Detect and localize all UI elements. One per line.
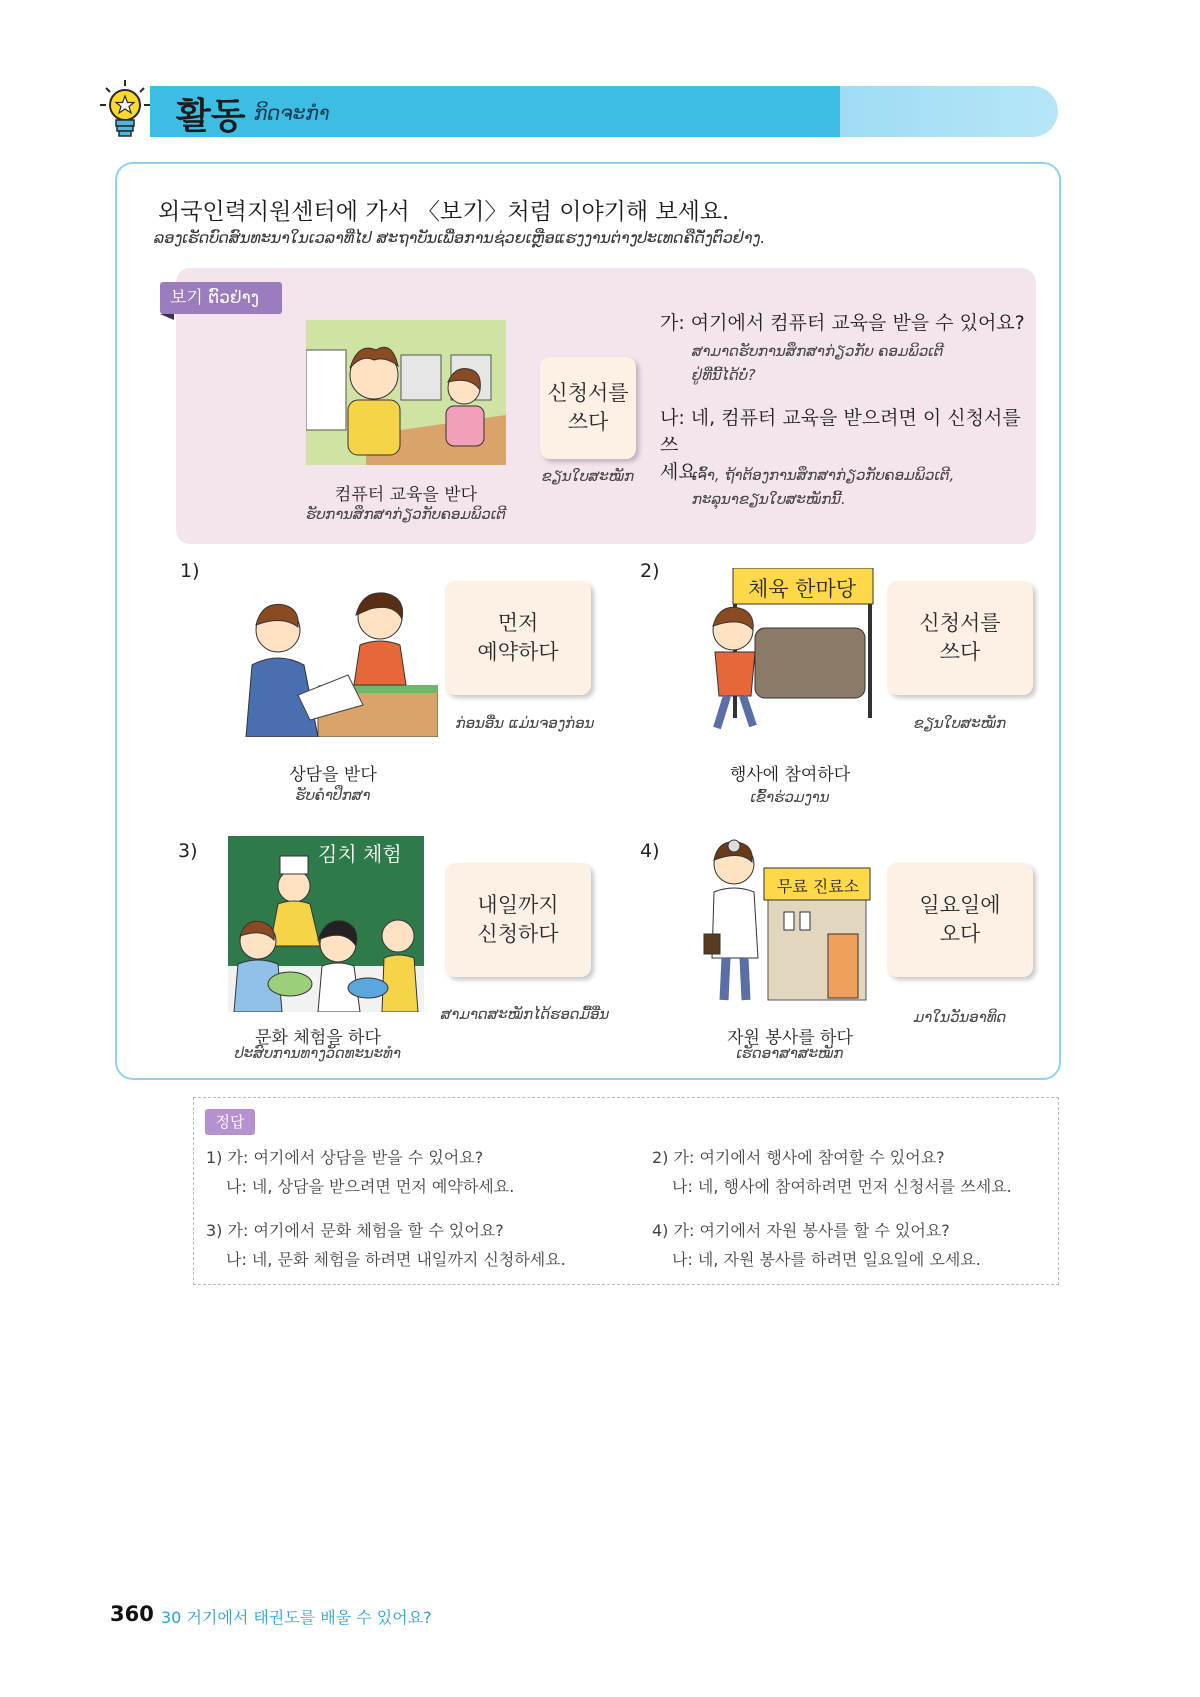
item-1-caption-korean: 상담을 받다 [289,765,377,785]
answer-1-response: 나: 네, 상담을 받으려면 먼저 예약하세요. [226,1177,515,1196]
item-1-caption-lao: ຮັບຄຳປຶກສາ [295,786,371,804]
answer-4-question: 4) 가: 여기에서 자원 봉사를 할 수 있어요? [652,1221,950,1240]
item-2-number: 2) [640,560,660,582]
answer-label: 정답 [205,1109,255,1135]
answer-4-response: 나: 네, 자원 봉사를 하려면 일요일에 오세요. [672,1250,981,1269]
instruction-lao: ລອງເຮັດບົດສົນທະນາໃນເວລາທີ່ໄປ ສະຖາບັນເພື່ອການຊ່ວຍເຫຼືອແຮງງານຕ່າງປະເທດຄືດັ່ງຕົວຢ່າງ. [154,228,766,247]
page-number: 360 [110,1602,154,1626]
activity-title: 활동 [176,96,246,137]
lightbulb-icon [98,78,152,140]
answer-2-response: 나: 네, 행사에 참여하려면 먼저 신청서를 쓰세요. [672,1177,1012,1196]
activity-subtitle: ກິດຈະກຳ [254,101,330,125]
item-3-caption-lao: ປະສົບການທາງວັດທະນະທຳ [234,1044,402,1062]
example-caption-korean: 컴퓨터 교육을 받다 [334,485,478,505]
example-line-a-korean: 가: 여기에서 컴퓨터 교육을 받을 수 있어요? [660,312,1025,334]
answer-4 [652,1216,981,1274]
item-3-board-text: 김치 체험 [318,842,402,866]
item-1-card: 먼저 예약하다 [445,581,591,695]
item-3-caption-korean: 문화 체험을 하다 [255,1028,381,1048]
example-card-lao: ຂຽນໃບສະໝັກ [541,467,635,485]
item-3-number: 3) [178,840,198,862]
item-2-caption-lao: ເຂົ້າຮ່ວມງານ [750,788,830,806]
item-4-caption-korean: 자원 봉사를 하다 [727,1028,853,1048]
example-line-b-korean: 나: 네, 컴퓨터 교육을 받으려면 이 신청서를 쓰 세요. [660,407,1021,483]
answer-2 [652,1143,1012,1201]
answer-1 [206,1143,514,1201]
item-4-card: 일요일에 오다 [887,863,1033,977]
example-label-fold [160,314,174,320]
item-2-card-lao: ຂຽນໃບສະໝັກ [913,714,1007,732]
computer-class-illustration [306,320,506,465]
answer-1-question: 1) 가: 여기에서 상담을 받을 수 있어요? [206,1148,484,1167]
answer-2-question: 2) 가: 여기에서 행사에 참여할 수 있어요? [652,1148,945,1167]
item-2-banner-text: 체육 한마당 [747,577,857,601]
answer-3 [206,1216,566,1274]
item-4-number: 4) [640,840,660,862]
item-1-number: 1) [180,560,200,582]
item-1-card-lao: ກ່ອນອື່ນ ແມ່ນຈອງກ່ອນ [455,714,595,732]
example-label: 보기 ຕົວຢ່າງ [160,282,282,314]
answer-3-response: 나: 네, 문화 체험을 하려면 내일까지 신청하세요. [226,1250,566,1269]
chapter-title: 30 거기에서 태권도를 배울 수 있어요? [161,1608,432,1627]
example-card: 신청서를 쓰다 [540,357,636,459]
instruction-korean: 외국인력지원센터에 가서 〈보기〉처럼 이야기해 보세요. [158,199,730,225]
item-4-caption-lao: ເຮັດອາສາສະໝັກ [736,1044,844,1062]
item-4-sign-text: 무료 진료소 [776,877,860,896]
example-line-a-lao: ສາມາດຮັບການສຶກສາກ່ຽວກັບ ຄອມພິວເຕີ ຢູ່ທີ່ນີ້ໄດ້ບໍ່? [692,342,944,384]
item-2-card: 신청서를 쓰다 [887,581,1033,695]
example-caption-lao: ຮັບການສຶກສາກ່ຽວກັບຄອມພິວເຕີ [306,505,506,523]
item-2-caption-korean: 행사에 참여하다 [729,765,851,785]
item-1-consultation-illustration [238,585,438,737]
example-line-b-lao: ເຈົ້າ, ຖ້າຕ້ອງການສຶກສາກ່ຽວກັບຄອມພິວເຕີ, ກະລຸນາຂຽນໃບສະໝັກນີ້. [692,466,955,508]
item-4-card-lao: ມາໃນວັນອາທິດ [913,1008,1007,1026]
item-4-volunteer-illustration [700,838,875,1012]
item-3-card: 내일까지 신청하다 [445,863,591,977]
item-3-card-lao: ສາມາດສະໝັກໄດ້ຮອດມື້ອື່ນ [440,1005,610,1023]
answer-3-question: 3) 가: 여기에서 문화 체험을 할 수 있어요? [206,1221,504,1240]
